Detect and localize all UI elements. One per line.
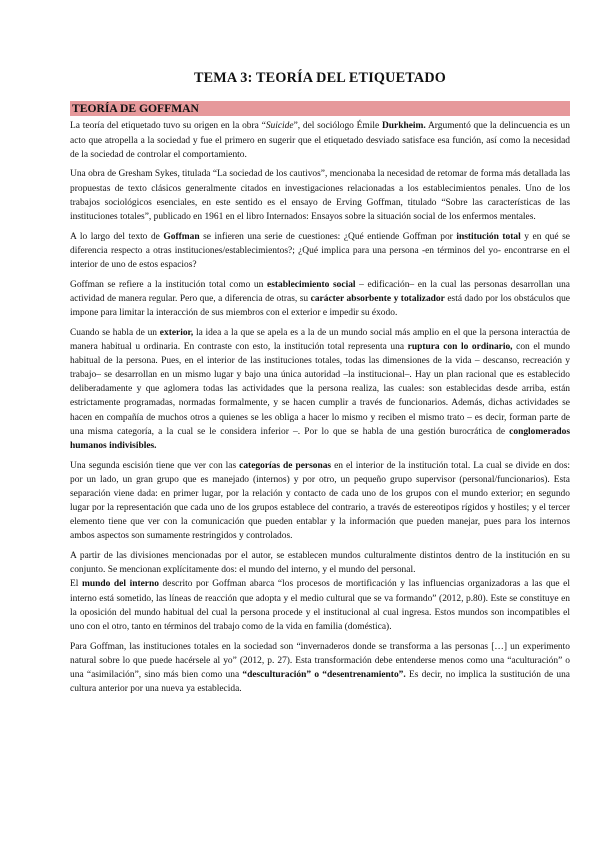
emphasis: ruptura con lo ordinario, — [407, 341, 513, 352]
emphasis: conglomerados humanos indivisibles. — [70, 426, 570, 451]
text-run: La teoría del etiquetado tuvo su origen en la obra “ — [70, 121, 266, 132]
text-run: El — [70, 579, 82, 590]
text-run: Argumentó que la delincuencia es un acto que atropella a la sociedad y fue el primero en sugerir que el etiquetado desviado satisface esa función, así como la necesidad de la sociedad de controlar el comportamiento. — [70, 121, 570, 160]
text-run: y en qué se diferencia respecto a otras instituciones/establecimientos?; ¿Qué implica para una persona -en términos del yo- encontrarse en el interior de uno de estos espacios? — [70, 231, 570, 270]
text-run: está dado por los obstáculos que impone para limitar la interacción de sus miembros con el exterior e impedir su éxodo. — [70, 293, 570, 318]
text-run: en el interior de la institución total. La cual se divide en dos: por un lado, un gran grupo que es manejado (internos) y por otro, un pequeño grupo supervisor (personal/funcionarios). Esta separación viene dada: en primer lugar, por la relación y contacto de cada uno de los grupos con el mundo exterior; en segundo lugar por la representación que cada uno de los grupos establece del contrario, a través de estereotipos rígidos y hostiles; y el tercer elemento tiene que ver con la comunicación que pueden entablar y la información que pueden manejar, pues para los internos ambos aspectos son sumamente restringidos y controlados. — [70, 460, 570, 542]
document-title: TEMA 3: TEORÍA DEL ETIQUETADO — [193, 70, 447, 86]
section-heading: TEORÍA DE GOFFMAN — [70, 101, 570, 116]
text-run: la idea a la que se apela es a la de un mundo social más amplio en el que la persona interactúa de manera habitual u ordinaria. En contraste con esto, la institución total representa una — [70, 327, 570, 352]
emphasis: “desculturación” o “desentrenamiento”. — [242, 670, 406, 681]
emphasis: Goffman — [163, 231, 200, 242]
paragraph-origin — [70, 119, 570, 162]
emphasis: Durkheim. — [381, 121, 426, 132]
text-run: Una segunda escisión tiene que ver con las — [70, 460, 240, 471]
emphasis: exterior, — [159, 327, 194, 338]
text-run: descrito por Goffman abarca “los procesos de mortificación y las influencias organizadoras a las que el interno está sometido, las líneas de reacción que adopta y el medio cultural que se va formando” (2012, p.80). Este se constituye en la oposición del mundo habitual del cual la persona procede y el institucional al cual ingresa. Estos mundos son incompatibles el uno con el otro, tanto en términos del trabajo como de la vida en familia (doméstica). — [70, 579, 570, 632]
emphasis: establecimiento social — [267, 279, 356, 290]
text-run: Cuando se habla de un — [70, 327, 160, 338]
emphasis: mundo del interno — [82, 579, 159, 590]
text-run: – edificación– en la cual las personas desarrollan una actividad de manera regular. Pero que, a diferencia de otras, su — [70, 279, 570, 304]
paragraph-questions — [70, 230, 570, 273]
text-run: Para Goffman, las instituciones totales en la sociedad son “invernaderos donde se transforma a las personas […] un experimento natural sobre lo que puede hacérsele al yo” (2012, p. 27). Esta transformación debe entenderse menos como una “aculturación” o una “asimilación”, sino más bien como una — [70, 641, 570, 681]
paragraph-sykes: Una obra de Gresham Sykes, titulada “La sociedad de los cautivos”, mencionaba la necesidad de retomar de forma más detallada las propuestas de texto clásicos generalmente citados en investigaciones relacionadas a los establecimientos penales. Uno de los trabajos sociológicos esenciales, en este sentido es el ensayo de Erving Goffman, titulado “Sobre las características de las instituciones totales”, publicado en 1961 en el libro Internados: Ensayos sobre la situación social de los enfermos mentales. — [70, 169, 570, 222]
text-run: Es decir, no implica la sustitución de una cultura anterior por una nueva ya establecida. — [70, 670, 570, 695]
text-run: Goffman se refiere a la institución total como un — [70, 279, 267, 290]
emphasis: institución total — [456, 231, 521, 242]
paragraph-worlds: A partir de las divisiones mencionadas por el autor, se establecen mundos culturalmente distintos dentro de la institución en su conjunto. Se mencionan explícitamente dos: el mundo del interno, y el mundo del personal. — [70, 551, 570, 576]
text-run: se infieren una serie de cuestiones: ¿Qué entiende Goffman por — [199, 231, 457, 242]
emphasis: carácter absorbente y totalizador — [310, 293, 445, 304]
book-title: Suicide — [265, 121, 294, 132]
paragraph-establishment — [70, 278, 570, 321]
paragraph-transformation — [70, 640, 570, 697]
document-page — [70, 70, 570, 702]
paragraph-inmate-world — [70, 577, 570, 634]
text-run: ”, del sociólogo Émile — [293, 121, 382, 132]
text-run: con el mundo habitual de la persona. Pues, en el interior de las instituciones totales, todas las dimensiones de la vida – descanso, recreación y trabajo– se desarrollan en un mismo lugar y bajo una única autoridad –la institucional–. Hay un plan racional que es establecido deliberadamente y que aglomera todas las actividades que la persona realiza, las cuales: son establecidas desde arriba, están estrictamente programadas, normadas formalmente, y se hacen cumplir a través de funcionarios. Además, dichas actividades se hacen en compañía de muchos otros a quienes se les obliga a hacer lo mismo y reciben el mismo trato – es decir, forman parte de una misma categoría, a la cual se le considera inferior –. Por lo que se habla de una gestión burocrática de — [70, 341, 570, 437]
emphasis: categorías de personas — [239, 460, 332, 471]
paragraph-exterior — [70, 326, 570, 454]
text-run: A lo largo del texto de — [70, 231, 164, 242]
paragraph-categories — [70, 459, 570, 544]
